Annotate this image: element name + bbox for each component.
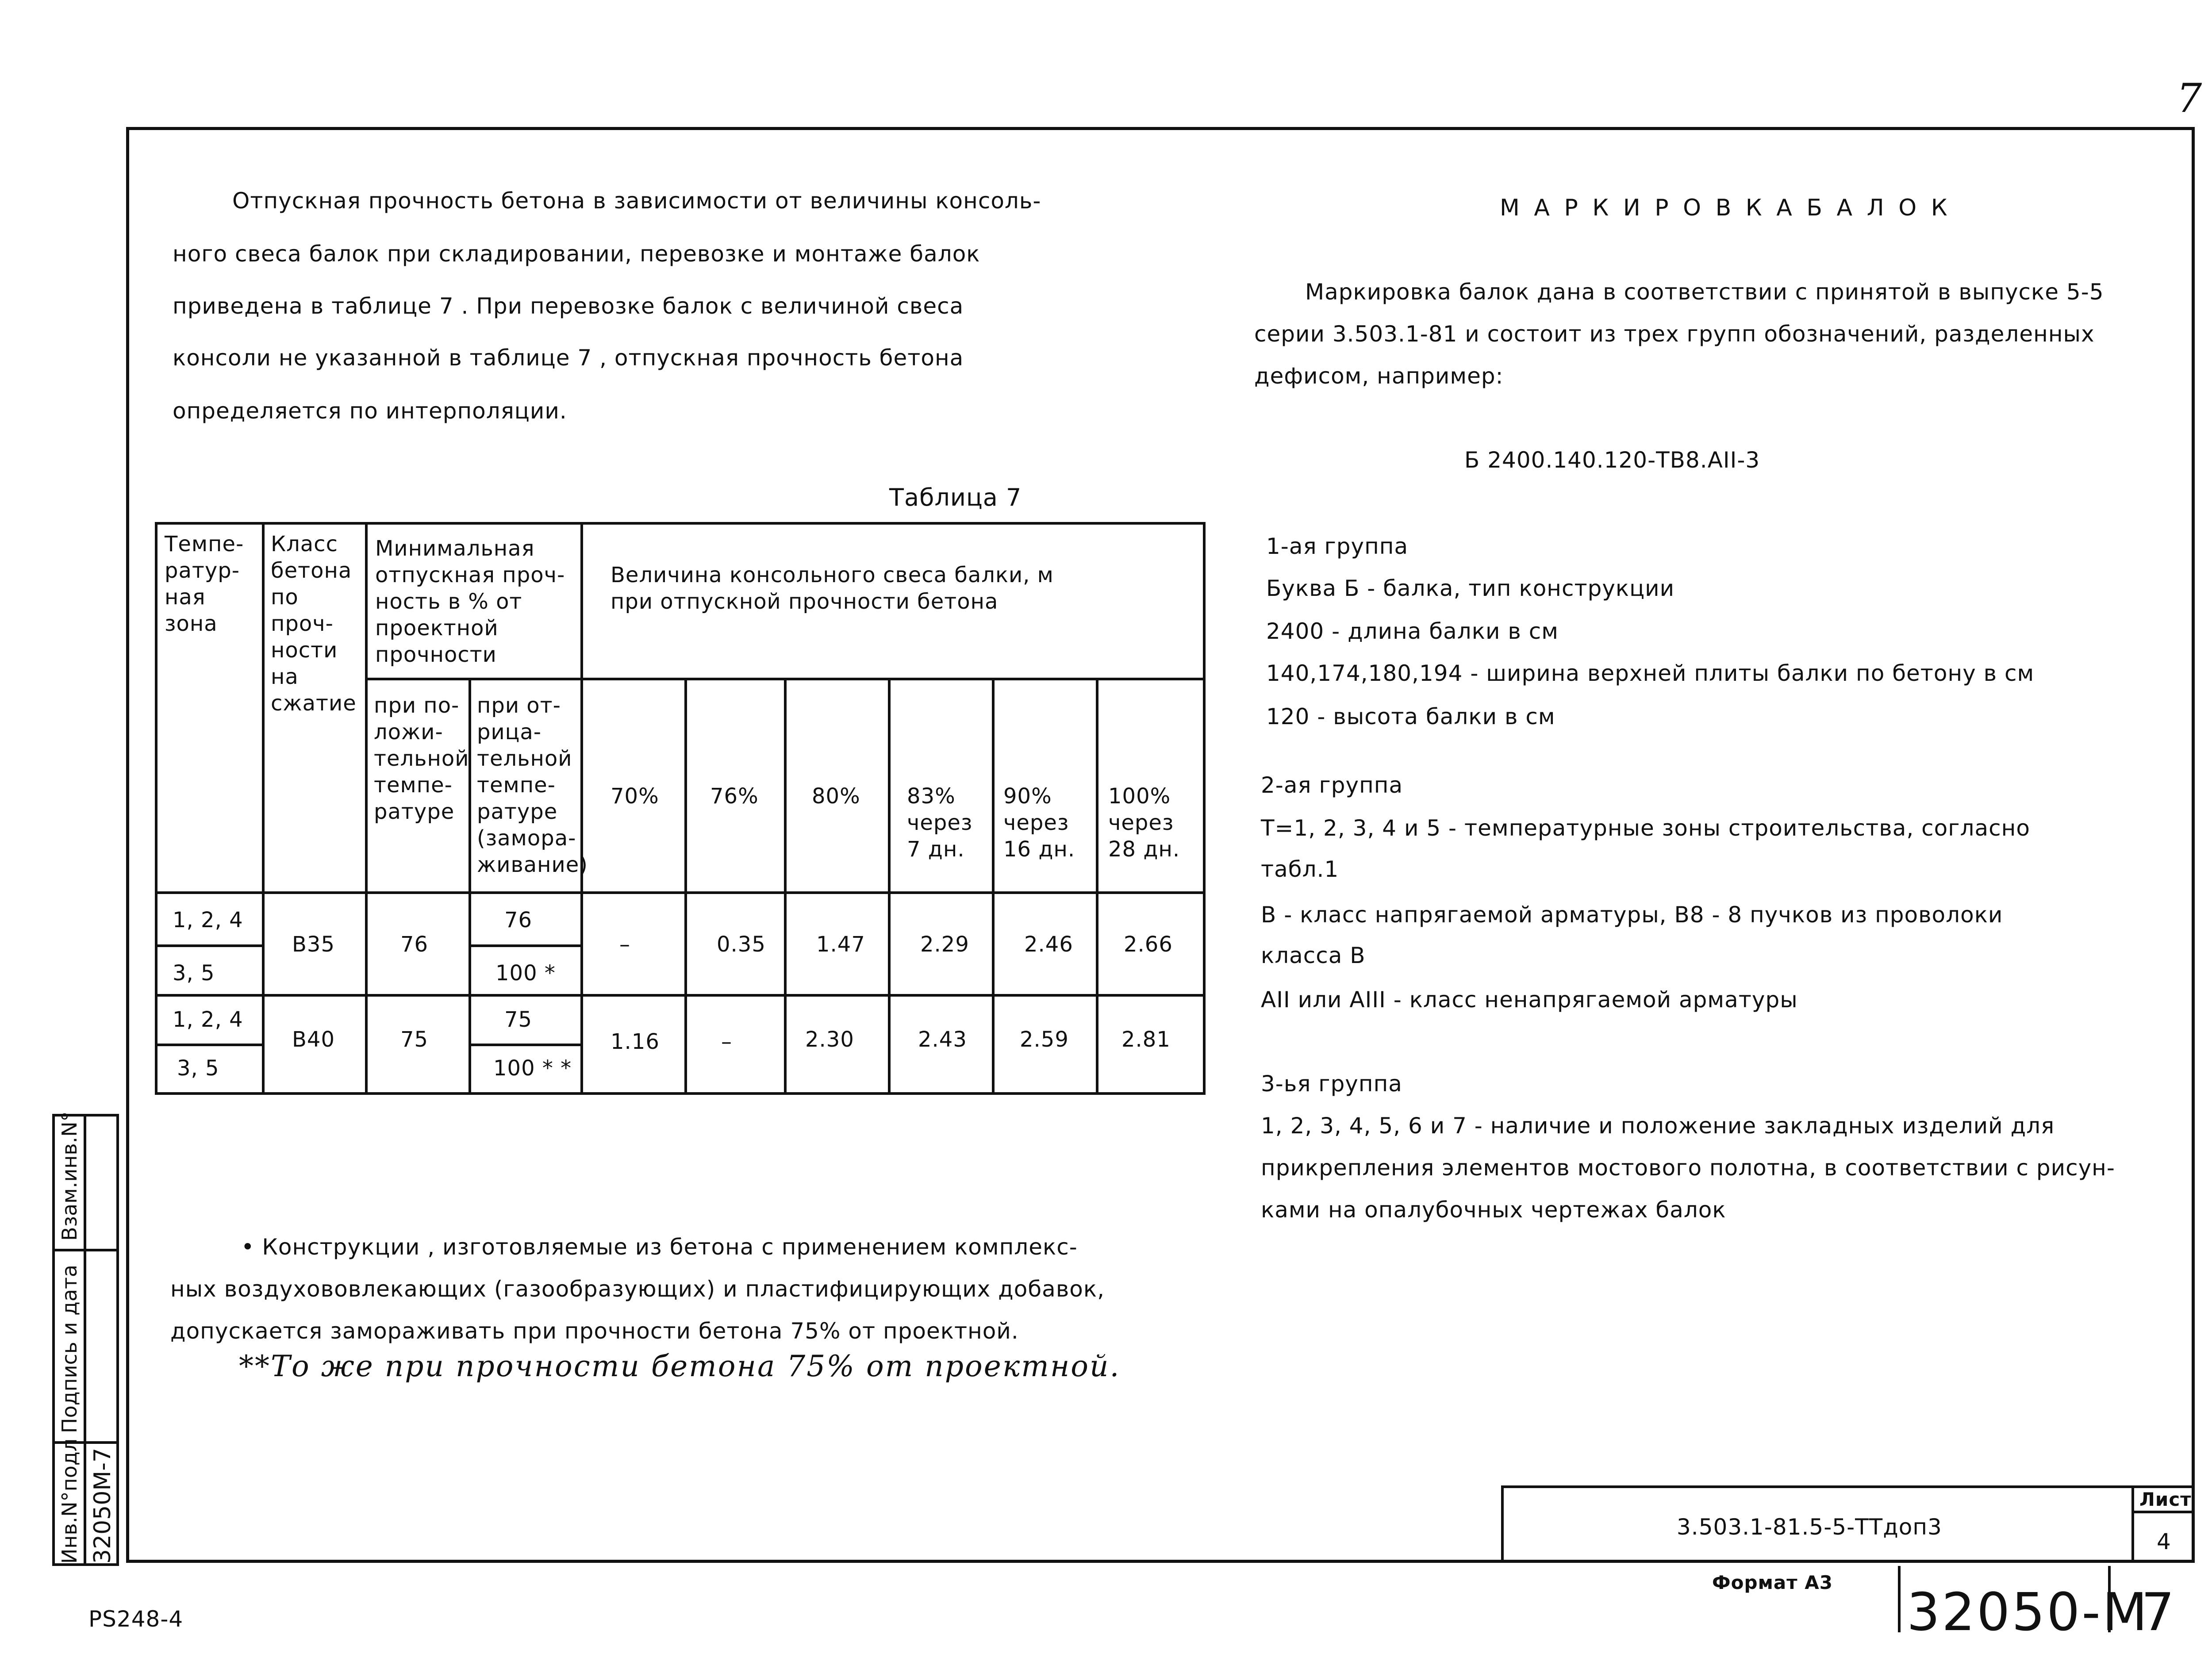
marking-intro-line: дефисом, например: xyxy=(1254,363,1504,389)
group3-line: ками на опалубочных чертежах балок xyxy=(1261,1197,1726,1223)
header-percent-76 xyxy=(710,783,759,810)
header-line: 100% xyxy=(1108,784,1171,809)
note-line: допускается замораживать при прочности бетона 75% от проектной. xyxy=(170,1318,1019,1344)
header-line: ратуре xyxy=(374,799,455,824)
header-line: через xyxy=(907,810,973,835)
group2-title: 2-ая группа xyxy=(1261,772,1403,798)
header-concrete-class xyxy=(271,531,357,717)
group3-line: 1, 2, 3, 4, 5, 6 и 7 - наличие и положение закладных изделий для xyxy=(1261,1113,2055,1139)
document-code: 3.503.1-81.5-5-ТТдоп3 xyxy=(1677,1514,1942,1540)
inv-label: Инв.N°подл xyxy=(58,1438,81,1564)
header-line: живание) xyxy=(477,852,588,877)
group1-title: 1-ая группа xyxy=(1266,533,1409,559)
row-positive: 75 xyxy=(400,1027,429,1052)
header-line: Величина консольного свеса балки, м xyxy=(611,563,1054,587)
header-line: при по- xyxy=(374,693,460,718)
intro-line: ного свеса балок при складировании, перевозке и монтаже балок xyxy=(173,241,980,267)
header-line: Класс xyxy=(271,532,338,556)
row-negative: 100 * * xyxy=(493,1056,572,1081)
row-zone: 3, 5 xyxy=(177,1056,219,1081)
row-zone: 3, 5 xyxy=(173,961,215,986)
row-negative: 100 * xyxy=(495,961,556,986)
archive-page: 7 xyxy=(2141,1581,2175,1642)
header-percent-90 xyxy=(1003,783,1075,863)
header-line: ложи- xyxy=(374,720,443,744)
header-zone xyxy=(165,531,244,637)
header-line: темпе- xyxy=(477,773,556,798)
sheet-label: Лист xyxy=(2139,1489,2192,1510)
row-value: – xyxy=(721,1029,732,1054)
group2-line: АII или АIII - класс ненапрягаемой арматуры xyxy=(1261,987,1798,1013)
group1-line: 140,174,180,194 - ширина верхней плиты балки по бетону в см xyxy=(1266,660,2035,686)
header-line: 80% xyxy=(812,784,860,809)
header-line: Минимальная xyxy=(375,536,535,561)
row-value: 2.43 xyxy=(918,1027,967,1052)
header-line: при от- xyxy=(477,693,561,718)
header-line: через xyxy=(1108,810,1174,835)
header-line: тельной xyxy=(374,746,469,771)
row-value: 2.66 xyxy=(1124,932,1173,957)
header-line: темпе- xyxy=(374,773,453,798)
group1-line: Буква Б - балка, тип конструкции xyxy=(1266,576,1675,601)
header-line: зона xyxy=(165,611,218,636)
row-value: 2.30 xyxy=(805,1027,854,1052)
marking-example: Б 2400.140.120-ТВ8.АII-3 xyxy=(1464,447,1760,473)
footer-code: PS248-4 xyxy=(88,1606,184,1632)
table-7 xyxy=(155,522,1206,1095)
row-zone: 1, 2, 4 xyxy=(173,908,243,932)
group3-title: 3-ья группа xyxy=(1261,1071,1402,1097)
group3-line: прикрепления элементов мостового полотна, в соответствии с рисун- xyxy=(1261,1155,2115,1181)
note-line: • Конструкции , изготовляемые из бетона с применением комплекс- xyxy=(241,1234,1078,1260)
header-line: 90% xyxy=(1003,784,1052,809)
header-line: сжатие xyxy=(271,691,357,716)
header-negative-temp xyxy=(477,692,588,878)
row-class: B35 xyxy=(292,932,335,957)
header-line: проектной xyxy=(375,616,499,641)
header-line: ратуре xyxy=(477,799,558,824)
header-line: ная xyxy=(165,585,206,610)
archive-bar xyxy=(1898,1566,1901,1632)
signature-label: Подпись и дата xyxy=(58,1264,81,1433)
row-value: 1.47 xyxy=(816,932,865,957)
marking-intro-line: Маркировка балок дана в соответствии с принятой в выпуске 5-5 xyxy=(1305,279,2104,305)
row-value: – xyxy=(619,932,630,957)
group1-line: 120 - высота балки в см xyxy=(1266,704,1555,729)
header-line: рица- xyxy=(477,720,542,744)
note-line: ных воздухововлекающих (газообразующих) и пластифицирующих добавок, xyxy=(170,1276,1105,1302)
handwritten-note: **То же при прочности бетона 75% от проектной. xyxy=(239,1349,1121,1383)
header-percent-100 xyxy=(1108,783,1180,863)
header-line: на xyxy=(271,664,299,689)
header-line: по xyxy=(271,585,299,610)
marking-title: М А Р К И Р О В К А Б А Л О К xyxy=(1500,195,1951,221)
header-line: ности xyxy=(271,638,338,663)
row-class: B40 xyxy=(292,1027,335,1052)
header-line: 28 дн. xyxy=(1108,837,1180,862)
row-value: 2.81 xyxy=(1121,1027,1171,1052)
header-line: через xyxy=(1003,810,1069,835)
corner-page-number: 7 xyxy=(2177,75,2202,122)
header-percent-80 xyxy=(812,783,860,810)
inv-value: 32050М-7 xyxy=(89,1447,116,1564)
header-line: 16 дн. xyxy=(1003,837,1075,862)
intro-line: определяется по интерполяции. xyxy=(173,398,567,424)
header-percent-83 xyxy=(907,783,972,863)
header-line: тельной xyxy=(477,746,572,771)
header-line: Темпе- xyxy=(165,532,244,556)
header-positive-temp xyxy=(374,692,469,825)
replace-label: Взам.инв.N° xyxy=(58,1111,81,1241)
header-overhang xyxy=(611,562,1054,615)
header-line: при отпускной прочности бетона xyxy=(611,589,998,614)
row-positive: 76 xyxy=(400,932,429,957)
sheet-number: 4 xyxy=(2157,1529,2171,1554)
row-value: 2.46 xyxy=(1024,932,1073,957)
header-percent-70 xyxy=(611,783,659,810)
intro-line: консоли не указанной в таблице 7 , отпускная прочность бетона xyxy=(173,345,964,371)
row-value: 1.16 xyxy=(611,1029,660,1054)
row-value: 2.59 xyxy=(1020,1027,1069,1052)
row-value: 2.29 xyxy=(920,932,969,957)
header-line: отпускная проч- xyxy=(375,563,565,587)
table-caption: Таблица 7 xyxy=(889,483,1022,511)
row-negative: 76 xyxy=(504,908,533,932)
title-block-divider xyxy=(2131,1485,2134,1563)
header-line: 7 дн. xyxy=(907,837,965,862)
header-line: 76% xyxy=(710,784,759,809)
header-line: ратур- xyxy=(165,558,240,583)
row-zone: 1, 2, 4 xyxy=(173,1007,243,1032)
group2-line: табл.1 xyxy=(1261,856,1339,882)
archive-number: 32050-М xyxy=(1907,1581,2149,1642)
header-line: 70% xyxy=(611,784,659,809)
side-strip-divider xyxy=(52,1249,119,1251)
row-value: 0.35 xyxy=(717,932,766,957)
header-line: ность в % от xyxy=(375,589,522,614)
header-line: прочности xyxy=(375,642,497,667)
group2-line: В - класс напрягаемой арматуры, В8 - 8 пучков из проволоки xyxy=(1261,902,2003,928)
header-line: бетона xyxy=(271,558,352,583)
header-line: проч- xyxy=(271,611,334,636)
row-negative: 75 xyxy=(504,1007,533,1032)
header-min-strength xyxy=(375,535,565,668)
group1-line: 2400 - длина балки в см xyxy=(1266,618,1559,644)
group2-line: Т=1, 2, 3, 4 и 5 - температурные зоны строительства, согласно xyxy=(1261,815,2030,841)
intro-line: приведена в таблице 7 . При перевозке балок с величиной свеса xyxy=(173,293,964,319)
format-label: Формат А3 xyxy=(1712,1572,1833,1593)
group2-line: класса В xyxy=(1261,943,1366,968)
marking-intro-line: серии 3.503.1-81 и состоит из трех групп обозначений, разделенных xyxy=(1254,321,2095,347)
header-line: (замора- xyxy=(477,826,576,851)
intro-line: Отпускная прочность бетона в зависимости от величины консоль- xyxy=(232,188,1041,214)
header-line: 83% xyxy=(907,784,956,809)
